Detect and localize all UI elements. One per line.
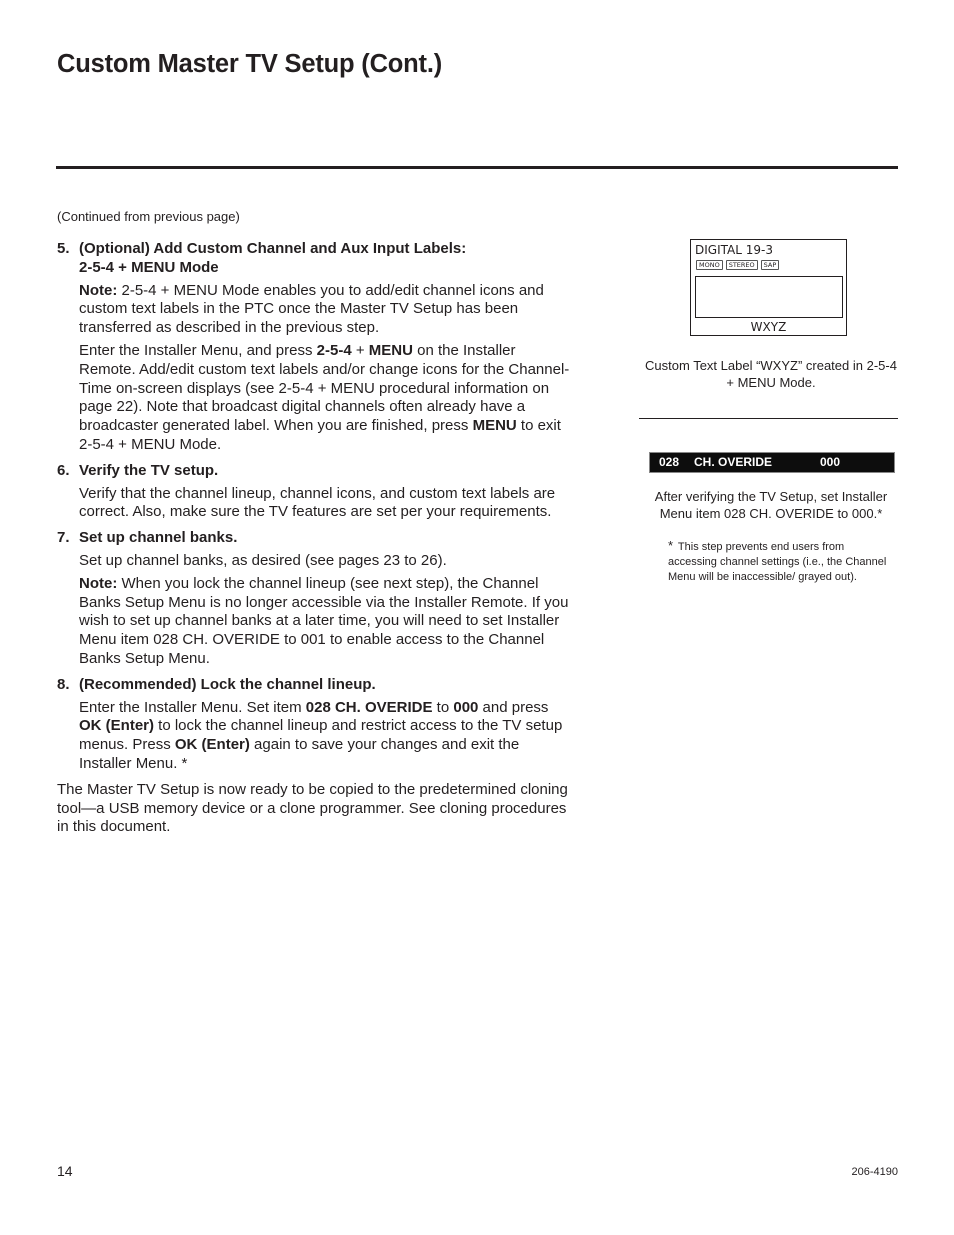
step-paragraph: Set up channel banks, as desired (see pages 23 to 26). bbox=[79, 551, 447, 569]
osd-icon-box bbox=[695, 276, 843, 318]
step-paragraph: Enter the Installer Menu, and press 2-5-4 + MENU on the Installer Remote. Add/edit custom text labels and/or change icons for the Channel-Time on-screen displays (see 2-5-4 + MENU procedural information on page 22). Note that broadcast digital channels often already have a broadcaster generated label. When you are finished, press MENU to exit 2-5-4 + MENU Mode. bbox=[79, 341, 570, 453]
step-7 bbox=[57, 529, 572, 669]
menu-caption: After verifying the TV Setup, set Installer Menu item 028 CH. OVERIDE to 000.* bbox=[654, 489, 888, 521]
channel-osd-illustration bbox=[690, 239, 847, 336]
installer-menu-item bbox=[649, 452, 895, 473]
page-number: 14 bbox=[57, 1163, 73, 1179]
continued-note: (Continued from previous page) bbox=[57, 209, 240, 224]
step-paragraph: Verify that the channel lineup, channel icons, and custom text labels are correct. Also, make sure the TV features are set per your requirements. bbox=[79, 484, 556, 521]
sidebar-divider bbox=[639, 418, 898, 419]
step-number: 6. bbox=[57, 461, 70, 479]
step-8 bbox=[57, 676, 572, 774]
menu-item-name: CH. OVERIDE bbox=[694, 455, 773, 469]
osd-custom-text-label: WXYZ bbox=[750, 320, 787, 334]
step-heading: Verify the TV setup. bbox=[79, 461, 219, 479]
step-5 bbox=[57, 240, 572, 455]
document-number: 206-4190 bbox=[851, 1166, 898, 1178]
step-number: 7. bbox=[57, 529, 70, 547]
osd-caption: Custom Text Label “WXYZ” created in 2-5-4 + MENU Mode. bbox=[645, 358, 897, 390]
step-note: Note: When you lock the channel lineup (see next step), the Channel Banks Setup Menu is no longer accessible via the Installer Remote. If you wish to set up channel banks at a later time, you will need to set Installer Menu item 028 CH. OVERIDE to 001 to enable access to the Channel Banks Setup Menu. bbox=[79, 574, 569, 667]
footnote-text: This step prevents end users from accessing channel settings (i.e., the Channel Menu will be inaccessible/ grayed out). bbox=[668, 541, 887, 583]
step-heading: Set up channel banks. bbox=[79, 529, 238, 547]
menu-item-value: 000 bbox=[820, 455, 841, 469]
step-number: 5. bbox=[57, 240, 70, 257]
step-note: Note: 2-5-4 + MENU Mode enables you to add/edit channel icons and custom text labels in the PTC once the Master TV Setup has been transferred as described in the previous step. bbox=[79, 281, 544, 337]
step-number: 8. bbox=[57, 675, 70, 693]
menu-item-number: 028 bbox=[659, 455, 680, 469]
page-title: Custom Master TV Setup (Cont.) bbox=[57, 50, 443, 78]
step-heading: (Optional) Add Custom Channel and Aux Input Labels: 2-5-4 + MENU Mode bbox=[79, 240, 467, 276]
step-6 bbox=[57, 462, 572, 522]
osd-tag-mono: MONO bbox=[696, 260, 723, 270]
osd-channel-label: DIGITAL 19-3 bbox=[695, 243, 773, 257]
step-heading: (Recommended) Lock the channel lineup. bbox=[79, 675, 376, 693]
step-paragraph: Enter the Installer Menu. Set item 028 CH. OVERIDE to 000 and press OK (Enter) to lock the channel lineup and restrict access to the TV setup menus. Press OK (Enter) again to save your changes and exit the Installer Menu. * bbox=[79, 698, 563, 772]
title-divider bbox=[56, 166, 898, 169]
osd-tag-sap: SAP bbox=[761, 260, 780, 270]
osd-audio-tags bbox=[696, 260, 779, 270]
footnote bbox=[668, 538, 888, 585]
osd-tag-stereo: STEREO bbox=[726, 260, 758, 270]
closing-paragraph: The Master TV Setup is now ready to be copied to the predetermined cloning tool—a USB memory device or a clone programmer. See cloning procedures in this document. bbox=[57, 780, 568, 836]
footnote-marker: * bbox=[668, 538, 674, 553]
main-column bbox=[57, 240, 572, 837]
